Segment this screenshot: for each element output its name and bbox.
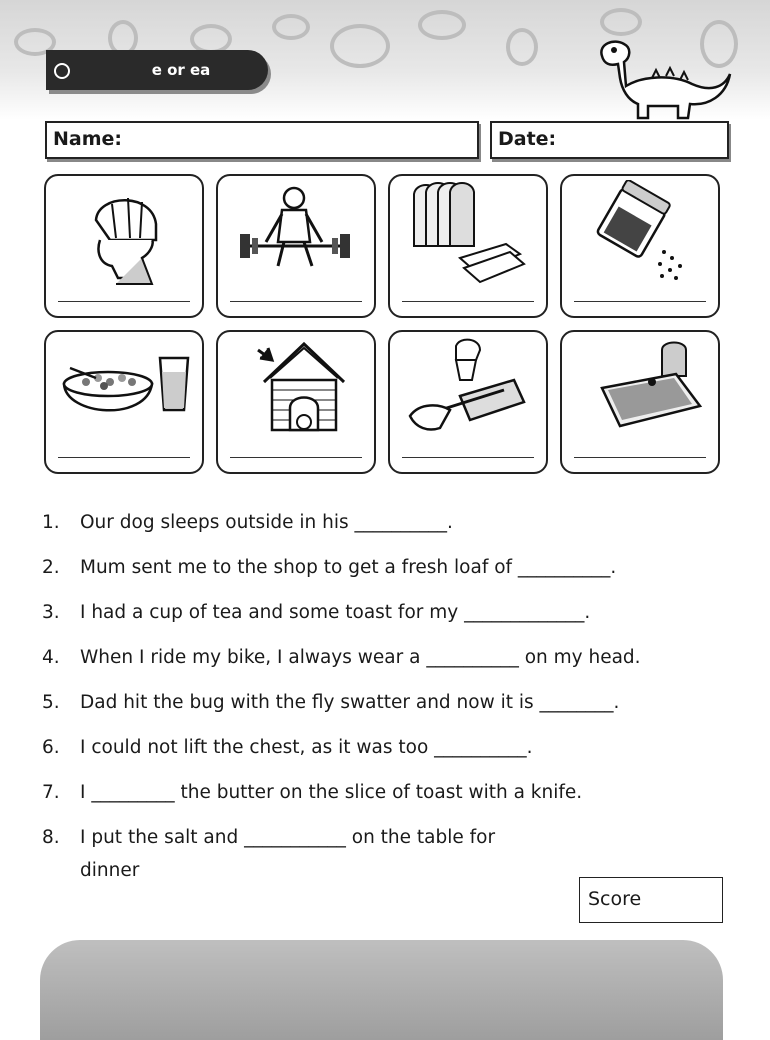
swirl-decoration — [506, 28, 538, 66]
bullet-icon — [54, 63, 70, 79]
date-field[interactable] — [490, 121, 729, 159]
question-number: 8. — [42, 827, 60, 848]
picture-card-bread — [388, 174, 548, 318]
picture-card-breakfast — [44, 330, 204, 474]
question-item — [42, 686, 732, 719]
question-number: 4. — [42, 647, 60, 668]
question-item — [42, 731, 732, 764]
swirl-decoration — [272, 14, 310, 40]
dinosaur-icon — [592, 34, 732, 120]
swirl-decoration — [330, 24, 390, 68]
picture-card-spread — [388, 330, 548, 474]
weightlifter-icon — [228, 180, 364, 288]
picture-card-helmet — [44, 174, 204, 318]
kennel-icon — [228, 336, 364, 444]
answer-line[interactable] — [230, 301, 362, 302]
question-item — [42, 506, 732, 539]
score-box[interactable] — [579, 877, 723, 923]
date-label: Date: — [498, 128, 557, 150]
question-number: 5. — [42, 692, 60, 713]
answer-line[interactable] — [230, 457, 362, 458]
cereal-bowl-icon — [56, 336, 192, 444]
question-number: 1. — [42, 512, 60, 533]
question-text: Mum sent me to the shop to get a fresh loaf of __________. — [80, 557, 617, 578]
worksheet-title: e or ea — [151, 61, 211, 79]
question-number: 6. — [42, 737, 60, 758]
answer-line[interactable] — [574, 457, 706, 458]
score-label: Score — [588, 888, 642, 910]
question-number: 2. — [42, 557, 60, 578]
answer-line[interactable] — [402, 301, 534, 302]
picture-card-pepper — [560, 174, 720, 318]
question-list — [42, 506, 732, 899]
title-banner — [46, 50, 268, 90]
question-text: When I ride my bike, I always wear a __________ on my head. — [80, 647, 641, 668]
question-number: 7. — [42, 782, 60, 803]
grave-icon — [572, 336, 708, 444]
swirl-decoration — [418, 10, 466, 40]
question-number: 3. — [42, 602, 60, 623]
helmet-icon — [56, 180, 192, 288]
question-item — [42, 551, 732, 584]
picture-card-dead — [560, 330, 720, 474]
answer-line[interactable] — [574, 301, 706, 302]
question-text: I had a cup of tea and some toast for my _____________. — [80, 602, 591, 623]
picture-card-heavy — [216, 174, 376, 318]
question-text: I could not lift the chest, as it was too __________. — [80, 737, 533, 758]
question-text: I put the salt and ___________ on the table for dinner — [80, 827, 496, 881]
question-item — [42, 776, 732, 809]
question-item — [42, 641, 732, 674]
bread-icon — [400, 180, 536, 288]
footer-band — [40, 940, 723, 1040]
answer-line[interactable] — [58, 301, 190, 302]
swirl-decoration — [600, 8, 642, 36]
question-text: Dad hit the bug with the fly swatter and now it is ________. — [80, 692, 620, 713]
question-text: Our dog sleeps outside in his __________. — [80, 512, 453, 533]
question-item — [42, 596, 732, 629]
name-field[interactable] — [45, 121, 479, 159]
spreading-knife-icon — [400, 336, 536, 444]
pepper-shaker-icon — [572, 180, 708, 288]
question-text: I _________ the butter on the slice of toast with a knife. — [80, 782, 583, 803]
name-label: Name: — [53, 128, 123, 150]
picture-card-kennel — [216, 330, 376, 474]
answer-line[interactable] — [58, 457, 190, 458]
answer-line[interactable] — [402, 457, 534, 458]
